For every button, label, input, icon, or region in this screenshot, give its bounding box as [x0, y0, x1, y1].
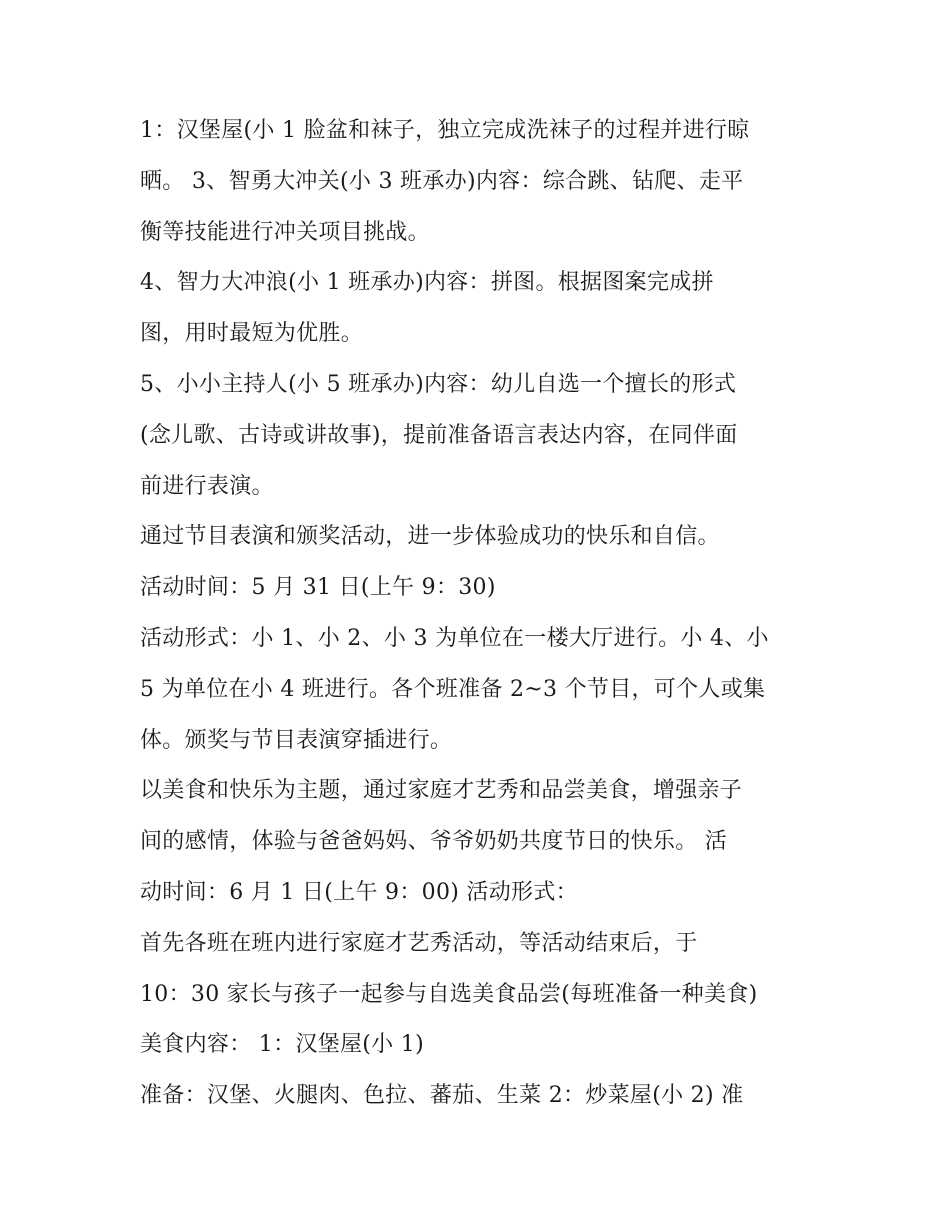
- text-line: 衡等技能进行冲关项目挑战。: [140, 219, 430, 245]
- text-line: 5、小小主持人(小 5 班承办)内容：幼儿自选一个擅长的形式: [140, 371, 737, 397]
- text-line: 准备：汉堡、火腿肉、色拉、蕃茄、生菜 2：炒菜屋(小 2) 准: [140, 1083, 744, 1109]
- text-line: 间的感情，体验与爸爸妈妈、爷爷奶奶共度节日的快乐。 活: [140, 829, 728, 855]
- text-line: 体。颁奖与节目表演穿插进行。: [140, 727, 453, 753]
- text-line: 以美食和快乐为主题，通过家庭才艺秀和品尝美食，增强亲子: [140, 778, 743, 804]
- text-line: 1：汉堡屋(小 1 脸盆和袜子，独立完成洗袜子的过程并进行晾: [140, 118, 750, 143]
- text-line: 图，用时最短为优胜。: [140, 321, 364, 347]
- text-line: 美食内容： 1：汉堡屋(小 1): [140, 1032, 424, 1058]
- text-line: 动时间：6 月 1 日(上午 9：00) 活动形式：: [140, 879, 578, 905]
- text-line: 活动形式：小 1、小 2、小 3 为单位在一楼大厅进行。小 4、小: [140, 625, 769, 651]
- text-line: 晒。 3、智勇大冲关(小 3 班承办)内容：综合跳、钻爬、走平: [140, 168, 744, 194]
- text-line: 通过节目表演和颁奖活动，进一步体验成功的快乐和自信。: [140, 524, 720, 550]
- text-line: 4、智力大冲浪(小 1 班承办)内容：拼图。根据图案完成拼: [140, 270, 714, 296]
- text-line: 5 为单位在小 4 班进行。各个班准备 2~3 个节目，可个人或集: [140, 676, 766, 702]
- text-line: 活动时间：5 月 31 日(上午 9：30): [140, 575, 496, 601]
- text-line: 首先各班在班内进行家庭才艺秀活动，等活动结束后，于: [140, 930, 698, 956]
- text-line: 10：30 家长与孩子一起参与自选美食品尝(每班准备一种美食): [140, 981, 758, 1007]
- text-line: 前进行表演。: [140, 473, 274, 499]
- text-line: (念儿歌、古诗或讲故事)，提前准备语言表达内容，在同伴面: [140, 422, 738, 448]
- document-body: [140, 106, 830, 1122]
